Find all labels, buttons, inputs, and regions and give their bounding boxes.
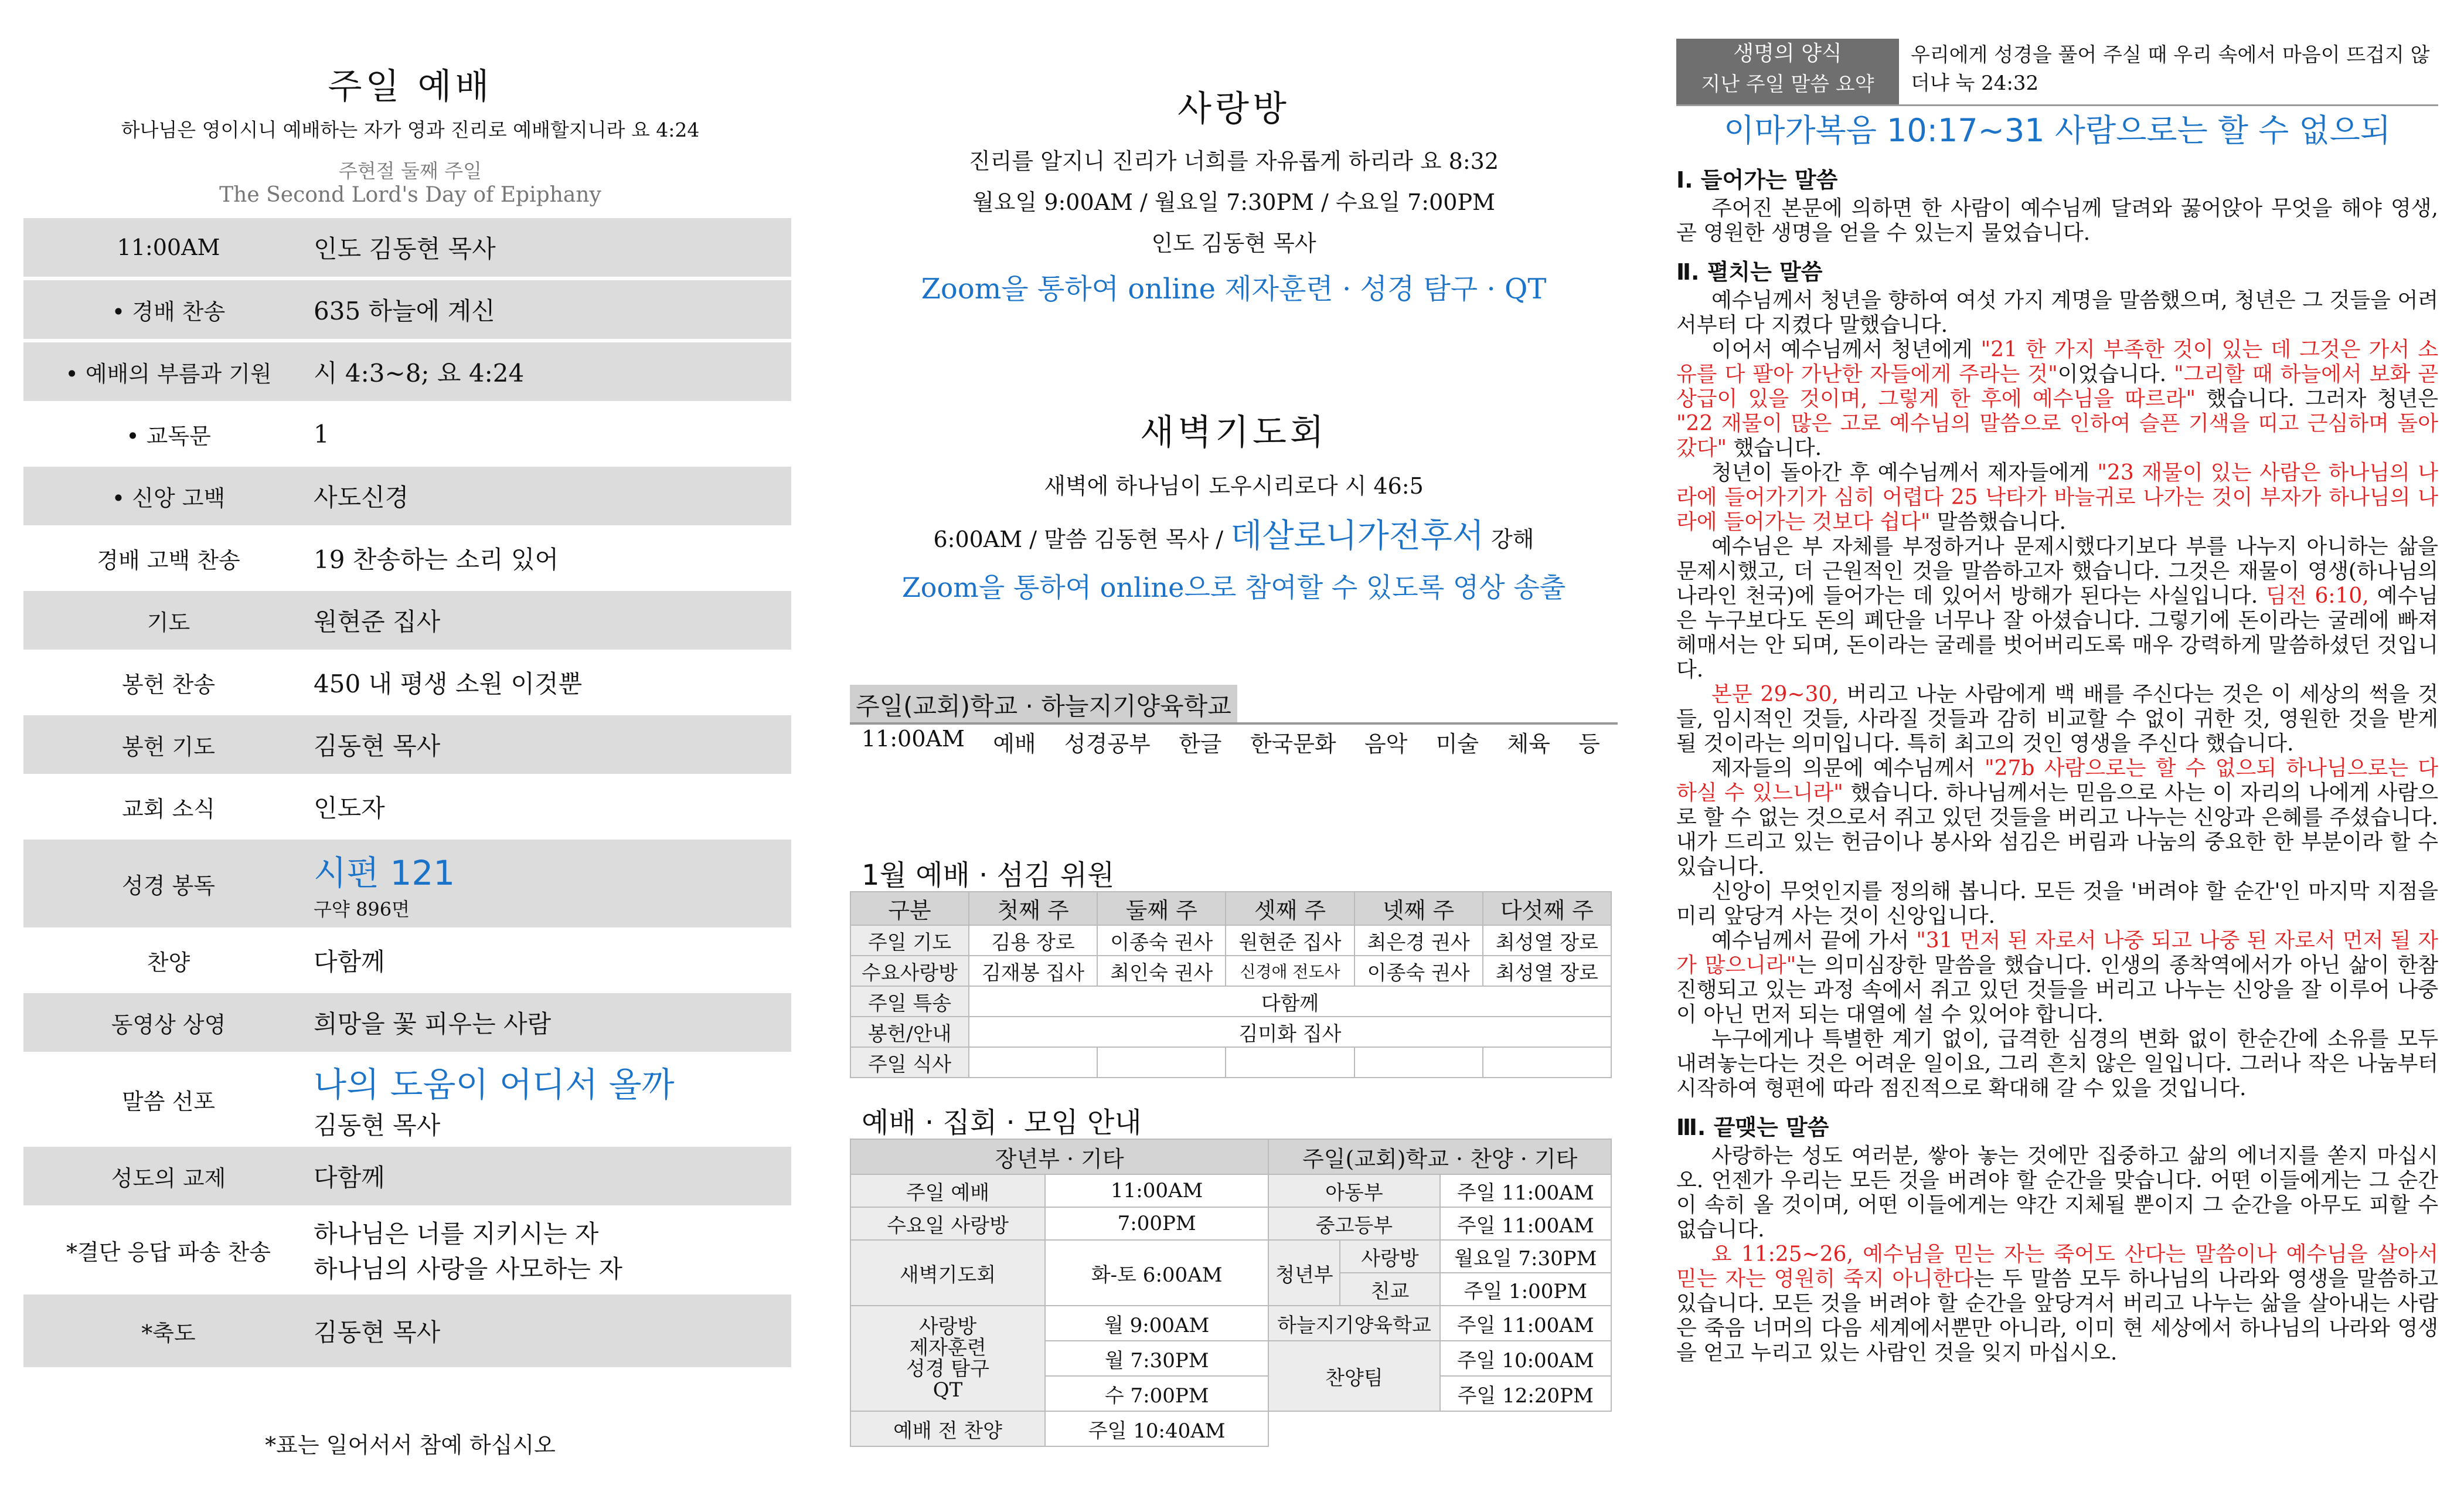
table-cell: 이종숙 권사 xyxy=(1354,956,1483,986)
service-label: • 교독문 xyxy=(126,423,211,449)
service-label: • 경배 찬송 xyxy=(111,298,226,325)
service-value: 인도자 xyxy=(314,794,385,823)
text: 는 의미심장한 말씀을 했습니다. 인생의 종착역에서가 아닌 삶이 한참 진행되고 있는 과정 속에서 쥐고 있던 것들을 버리고 나누는 신앙을 잘 이루어 나중이 아닌 먼저 되는 대열에 설 수 있어야 합니다. xyxy=(1676,953,2438,1027)
table-cell: 최성열 장로 xyxy=(1483,925,1611,956)
table-cell: 주일 12:20PM xyxy=(1440,1376,1611,1411)
header-cell: 넷째 주 xyxy=(1354,892,1483,925)
school-item: 한글 xyxy=(1179,731,1222,757)
dawn-zoom: Zoom을 통하여 online으로 참여할 수 있도록 영상 송출 xyxy=(901,572,1566,603)
paragraph: 신앙이 무엇인지를 정의해 봅니다. 모든 것을 '버려야 할 순간'인 마지막 지점을 미리 앞당겨 사는 것이 신앙입니다. xyxy=(1676,879,2438,928)
service-value: 1 xyxy=(314,419,329,448)
text: 이었습니다. xyxy=(2057,362,2174,386)
sermon-title: 나의 도움이 어디서 올까 xyxy=(314,1065,675,1105)
section-heading: Ⅰ. 들어가는 말씀 xyxy=(1676,167,1838,193)
service-label: 말씀 선포 xyxy=(122,1088,215,1115)
table-cell: 주일 11:00AM xyxy=(1440,1306,1611,1341)
order-of-service xyxy=(23,218,791,1371)
header-cell: 주일(교회)학교 · 찬양 · 기타 xyxy=(1268,1139,1611,1174)
school-title: 주일(교회)학교 · 하늘지기양육학교 xyxy=(850,685,1237,725)
table-cell: 김미화 집사 xyxy=(969,1017,1611,1047)
service-item xyxy=(23,840,791,927)
sarangbang-leader: 인도 김동현 목사 xyxy=(1151,230,1316,256)
service-item xyxy=(23,591,791,650)
service-value: 사도신경 xyxy=(314,483,409,512)
footnote: *표는 일어서서 참예 하십시오 xyxy=(265,1432,556,1458)
service-label: 봉헌 찬송 xyxy=(122,671,215,698)
service-item xyxy=(23,280,791,339)
sermon-body xyxy=(1676,154,2438,1365)
row-label: 친교 xyxy=(1340,1273,1439,1306)
row-label: 봉헌/안내 xyxy=(850,1017,969,1047)
service-item xyxy=(23,1055,791,1143)
dawn-book: 데살로니가전후서 xyxy=(1230,517,1484,555)
row-label: 주일 기도 xyxy=(850,925,969,956)
service-label: 기도 xyxy=(147,609,190,636)
school-item: 등 xyxy=(1578,731,1600,757)
scripture-reading: 시편 121 xyxy=(314,853,455,893)
table-row xyxy=(850,986,1611,1017)
table-cell xyxy=(1354,1047,1483,1078)
table-cell: 주일 11:00AM xyxy=(1440,1207,1611,1240)
table-row xyxy=(850,1047,1611,1078)
table-header-row xyxy=(850,1139,1611,1174)
quote: "23 재물이 있는 사람은 하나님의 나라에 들어가기가 심히 어렵다 25 낙타가 바늘귀로 나가는 것이 부자가 하나님의 나라에 들어가는 것보다 쉽다" xyxy=(1676,461,2438,534)
sermon-title: 이마가복음 10:17~31 사람으로는 할 수 없으되 xyxy=(1724,112,2391,149)
table-row xyxy=(850,1174,1611,1207)
service-value: 희망을 꽃 피우는 사람 xyxy=(314,1010,552,1038)
header-cell: 첫째 주 xyxy=(969,892,1097,925)
row-label: 청년부 xyxy=(1268,1240,1340,1306)
service-label: 동영상 상영 xyxy=(111,1011,226,1038)
service-label: 교회 소식 xyxy=(122,796,215,822)
text: 예수님께서 끝에 가서 xyxy=(1711,929,1917,953)
service-value: 김동현 목사 xyxy=(314,1318,441,1347)
sunday-name-kr: 주현절 둘째 주일 xyxy=(338,159,482,182)
text: 했습니다. 그러자 청년은 xyxy=(2196,387,2438,411)
paragraph xyxy=(1676,338,2438,461)
badge-title: 생명의 양식 xyxy=(1733,42,1842,66)
table-cell: 7:00PM xyxy=(1045,1207,1268,1240)
sermon-badge xyxy=(1676,39,1899,104)
table-cell: 수 7:00PM xyxy=(1045,1376,1268,1411)
section-heading: Ⅱ. 펼치는 말씀 xyxy=(1676,259,1823,285)
quote: "22 재물이 많은 고로 예수님의 말씀으로 인하여 슬픈 기색을 띠고 근심하며 돌아갔다" xyxy=(1676,412,2438,460)
hymn-line-1: 하나님은 너를 지키시는 자 xyxy=(314,1219,599,1248)
info-column xyxy=(844,0,1624,1495)
table-cell: 이종숙 권사 xyxy=(1097,925,1226,956)
text: 청년이 돌아간 후 예수님께서 제자들에게 xyxy=(1711,461,2098,485)
text: 예수님은 부 자체를 부정하거나 문제시했다기보다 부를 나누지 아니하는 삶을 문제시했고, 더 근원적인 것을 말씀하고자 했습니다. 그것은 재물이 영생(하나님의 나라인 천국)에 들어가는 데 있어서 방해가 된다는 사실입니다. xyxy=(1676,535,2438,608)
service-value: 450 내 평생 소원 이것뿐 xyxy=(314,670,583,698)
meetings-title: 예배 · 집회 · 모임 안내 xyxy=(862,1106,1142,1139)
meetings-table xyxy=(850,1139,1612,1447)
service-label: 찬양 xyxy=(147,949,190,976)
sermon-header xyxy=(1676,39,2438,106)
dawn-suffix: 강해 xyxy=(1491,526,1534,552)
service-value: 다함께 xyxy=(314,947,385,976)
badge-subtitle: 지난 주일 말씀 요약 xyxy=(1701,73,1874,96)
service-label: *축도 xyxy=(141,1320,196,1346)
text: 제자들의 의문에 예수님께서 xyxy=(1711,756,1985,780)
dawn-title: 새벽기도회 xyxy=(1140,412,1328,453)
table-cell: 주일 10:00AM xyxy=(1440,1341,1611,1376)
committee-table xyxy=(850,891,1612,1078)
row-label: 아동부 xyxy=(1268,1174,1439,1207)
label-line: 사랑방 xyxy=(918,1315,977,1338)
service-item xyxy=(23,1209,791,1291)
table-row xyxy=(850,1017,1611,1047)
table-cell: 김재봉 집사 xyxy=(969,956,1097,986)
sarangbang-title: 사랑방 xyxy=(1177,89,1290,130)
dawn-verse: 새벽에 하나님이 도우시리로다 시 46:5 xyxy=(1044,473,1424,499)
service-item xyxy=(23,467,791,525)
paragraph xyxy=(1676,1242,2438,1365)
service-item xyxy=(23,715,791,774)
sermon-column xyxy=(1676,0,2438,1495)
paragraph xyxy=(1676,461,2438,535)
row-label: 주일 예배 xyxy=(850,1174,1045,1207)
header-cell: 장년부 · 기타 xyxy=(850,1139,1268,1174)
table-row xyxy=(850,1306,1611,1341)
table-cell: 김용 장로 xyxy=(969,925,1097,956)
service-value: 원현준 집사 xyxy=(314,607,441,636)
sarangbang-verse: 진리를 알지니 진리가 너희를 자유롭게 하리라 요 8:32 xyxy=(968,148,1499,174)
sarangbang-zoom: Zoom을 통하여 online 제자훈련 · 성경 탐구 · QT xyxy=(921,273,1547,305)
scripture-page: 구약 896면 xyxy=(314,898,410,920)
paragraph: 예수님께서 청년을 향하여 여섯 가지 계명을 말씀했으며, 청년은 그 것들을 어려서부터 다 지켰다 말했습니다. xyxy=(1676,288,2438,337)
header-cell: 구분 xyxy=(850,892,969,925)
worship-title: 주일 예배 xyxy=(328,66,493,107)
paragraph xyxy=(1676,682,2438,756)
text: 했습니다. 하나님께서는 믿음으로 사는 이 자리의 나에게 사람으로 할 수 없는 것으로서 쥐고 있던 것들을 버리고 나누는 신앙과 은혜를 주셨습니다. 내가 드리고 있는 헌금이나 봉사와 섬김은 버림과 나눔의 중요한 한 부분이라 할 수 있습니다. xyxy=(1676,781,2438,879)
table-cell: 최성열 장로 xyxy=(1483,956,1611,986)
dawn-time: 6:00AM / 말씀 김동현 목사 / xyxy=(933,526,1224,552)
quote: 딤전 6:10, xyxy=(2266,584,2369,608)
table-row xyxy=(850,1207,1611,1240)
service-value: 시 4:3~8; 요 4:24 xyxy=(314,359,525,388)
label-line: QT xyxy=(932,1378,963,1402)
school-item: 음악 xyxy=(1364,731,1408,757)
quote: "그리할 때 하늘에서 보화 곧 상급이 있을 것이며, 그렇게 한 후에 예수님을 따르라" xyxy=(1676,362,2438,411)
table-row xyxy=(850,925,1611,956)
paragraph xyxy=(1676,535,2438,682)
table-cell xyxy=(969,1047,1097,1078)
service-item xyxy=(23,218,791,277)
quote: "21 한 가지 부족한 것이 있는 데 그것은 가서 소유를 다 팔아 가난한 자들에게 주라는 것" xyxy=(1676,338,2438,386)
row-label: 수요일 사랑방 xyxy=(850,1207,1045,1240)
school-item: 체육 xyxy=(1507,731,1550,757)
paragraph: 누구에게나 특별한 계기 없이, 급격한 심경의 변화 없이 한순간에 소유를 모두 내려놓는다는 것은 어려운 일이요, 그리 흔치 않은 일입니다. 그러나 작은 나눔부터 시작하여 형편에 따라 점진적으로 확대해 갈 수 있을 것입니다. xyxy=(1676,1027,2438,1100)
row-label: 중고등부 xyxy=(1268,1207,1439,1240)
row-label: 주일 특송 xyxy=(850,986,969,1017)
label-line: 성경 탐구 xyxy=(906,1357,990,1381)
quote: "31 먼저 된 자로서 나중 되고 나중 된 자로서 먼저 될 자가 많으니라" xyxy=(1676,929,2438,977)
text: 말씀했습니다. xyxy=(1930,510,2066,534)
row-label: 수요사랑방 xyxy=(850,956,969,986)
table-cell: 주일 11:00AM xyxy=(1440,1174,1611,1207)
paragraph xyxy=(1676,929,2438,1027)
service-label: *결단 응답 파송 찬송 xyxy=(66,1239,271,1265)
section-heading: Ⅲ. 끝맺는 말씀 xyxy=(1676,1115,1829,1140)
committee-title: 1월 예배 · 섬김 위원 xyxy=(862,859,1115,892)
table-cell: 화-토 6:00AM xyxy=(1045,1240,1268,1306)
row-label: 사랑방 xyxy=(1340,1240,1439,1273)
table-header-row xyxy=(850,892,1611,925)
service-value: 다함께 xyxy=(314,1163,385,1192)
text: 했습니다. xyxy=(1727,436,1822,460)
header-verse: 우리에게 성경을 풀어 주실 때 우리 속에서 마음이 뜨겁지 않더냐 눅 24:32 xyxy=(1911,43,2430,95)
table-row xyxy=(850,1240,1611,1273)
row-label: 주일 식사 xyxy=(850,1047,969,1078)
service-label: • 예배의 부름과 기원 xyxy=(65,361,272,387)
paragraph: 사랑하는 성도 여러분, 쌓아 놓는 것에만 집중하고 삶의 에너지를 쏟지 마십시오. 언젠가 우리는 모든 것을 버려야 할 순간을 맞습니다. 어떤 이들에게는 그 순간이 속히 올 것이며, 어떤 이들에게는 약간 지체될 뿐이지 그 순간을 아무도 피할 수 없습니다. xyxy=(1676,1144,2438,1242)
school-items xyxy=(862,726,1600,758)
sarangbang-times: 월요일 9:00AM / 월요일 7:30PM / 수요일 7:00PM xyxy=(972,189,1495,215)
quote: 요 11:25~26, 예수님을 믿는 자는 죽어도 산다는 말씀이나 예수님을 살아서 믿는 자는 영원히 죽지 아니한다 xyxy=(1676,1242,2438,1291)
school-rule xyxy=(850,722,1618,725)
hymn-line-2: 하나님의 사랑을 사모하는 자 xyxy=(314,1255,622,1283)
table-cell xyxy=(1097,1047,1226,1078)
table-cell: 11:00AM xyxy=(1045,1174,1268,1207)
header-cell: 둘째 주 xyxy=(1097,892,1226,925)
service-label: • 신앙 고백 xyxy=(111,485,226,511)
service-item xyxy=(23,342,791,401)
empty-cell xyxy=(1268,1411,1611,1446)
service-item xyxy=(23,1294,791,1367)
header-cell: 셋째 주 xyxy=(1226,892,1354,925)
text: 이어서 예수님께서 청년에게 xyxy=(1711,338,1981,362)
service-label: 성도의 교제 xyxy=(111,1165,226,1191)
service-label: 봉헌 기도 xyxy=(122,733,215,760)
school-item: 예배 xyxy=(993,731,1036,757)
table-cell: 월요일 7:30PM xyxy=(1440,1240,1611,1273)
table-cell: 월 7:30PM xyxy=(1045,1341,1268,1376)
service-label: 11:00AM xyxy=(117,235,220,260)
table-cell: 주일 1:00PM xyxy=(1440,1273,1611,1306)
row-label: 새벽기도회 xyxy=(850,1240,1045,1306)
table-cell: 월 9:00AM xyxy=(1045,1306,1268,1341)
label-line: 제자훈련 xyxy=(909,1336,986,1360)
text: 는 두 말씀 모두 하나님의 나라와 영생을 말씀하고 있습니다. 모든 것을 버려야 할 순간을 앞당겨서 버리고 나누는 삶을 살아내는 사람은 죽음 너머의 다음 세계에서뿐만 아니라, 이미 현 세상에서 하나님의 나라와 영생을 얻고 누리고 있는 사람인 것을 잊지 마십시오. xyxy=(1676,1267,2438,1365)
worship-column xyxy=(23,0,797,1495)
school-item: 11:00AM xyxy=(862,726,965,752)
table-cell: 다함께 xyxy=(969,986,1611,1017)
table-cell xyxy=(1226,1047,1354,1078)
dawn-schedule xyxy=(844,510,1624,557)
service-item xyxy=(23,931,791,990)
school-item: 성경공부 xyxy=(1064,731,1151,757)
service-item xyxy=(23,529,791,587)
preacher: 김동현 목사 xyxy=(314,1111,441,1140)
service-item xyxy=(23,993,791,1052)
text: 버리고 나눈 사람에게 백 배를 주신다는 것은 이 세상의 썩을 것들, 임시적인 것들, 사라질 것들과 감히 비교할 수 없이 귀한 것, 영원한 것을 받게 될 것이라는 의미입니다. 특히 최고의 것인 영생을 주신다 했습니다. xyxy=(1676,682,2438,756)
table-row xyxy=(850,956,1611,986)
worship-verse: 하나님은 영이시니 예배하는 자가 영과 진리로 예배할지니라 요 4:24 xyxy=(121,118,700,141)
table-row xyxy=(850,1411,1611,1446)
table-cell: 주일 10:40AM xyxy=(1045,1411,1268,1446)
paragraph: 주어진 본문에 의하면 한 사람이 예수님께 달려와 꿇어앉아 무엇을 해야 영생, 곧 영원한 생명을 얻을 수 있는지 물었습니다. xyxy=(1676,196,2438,245)
service-item xyxy=(23,777,791,836)
row-label: 찬양팀 xyxy=(1268,1341,1439,1411)
school-item: 한국문화 xyxy=(1250,731,1336,757)
service-value: 김동현 목사 xyxy=(314,732,441,760)
table-cell: 신경애 전도사 xyxy=(1226,956,1354,986)
service-value: 19 찬송하는 소리 있어 xyxy=(314,545,559,574)
service-item xyxy=(23,405,791,463)
service-value: 635 하늘에 계신 xyxy=(314,297,495,325)
table-cell xyxy=(1483,1047,1611,1078)
sunday-name-en: The Second Lord's Day of Epiphany xyxy=(219,183,601,207)
service-label: 경배 고백 찬송 xyxy=(97,547,240,573)
header-cell: 다섯째 주 xyxy=(1483,892,1611,925)
quote: 본문 29~30, xyxy=(1711,682,1839,706)
text: 예수님은 누구보다도 돈의 폐단을 너무나 잘 아셨습니다. 그렇기에 돈이라는 굴레에 빠져 헤매서는 안 되며, 돈이라는 굴레를 벗어버리도록 매우 강력하게 말씀하셨던 것입니다. xyxy=(1676,584,2439,682)
service-value: 인도 김동현 목사 xyxy=(314,235,496,263)
paragraph xyxy=(1676,756,2438,879)
school-item: 미술 xyxy=(1435,731,1479,757)
service-label: 성경 봉독 xyxy=(122,872,215,899)
table-cell: 최인숙 권사 xyxy=(1097,956,1226,986)
row-label: 예배 전 찬양 xyxy=(850,1411,1045,1446)
service-item xyxy=(23,653,791,712)
row-label xyxy=(850,1306,1045,1411)
table-cell: 최은경 권사 xyxy=(1354,925,1483,956)
service-item xyxy=(23,1147,791,1205)
table-cell: 원현준 집사 xyxy=(1226,925,1354,956)
quote: "27b 사람으로는 할 수 없으되 하나님으로는 다 하실 수 있느니라" xyxy=(1676,756,2438,805)
row-label: 하늘지기양육학교 xyxy=(1268,1306,1439,1341)
